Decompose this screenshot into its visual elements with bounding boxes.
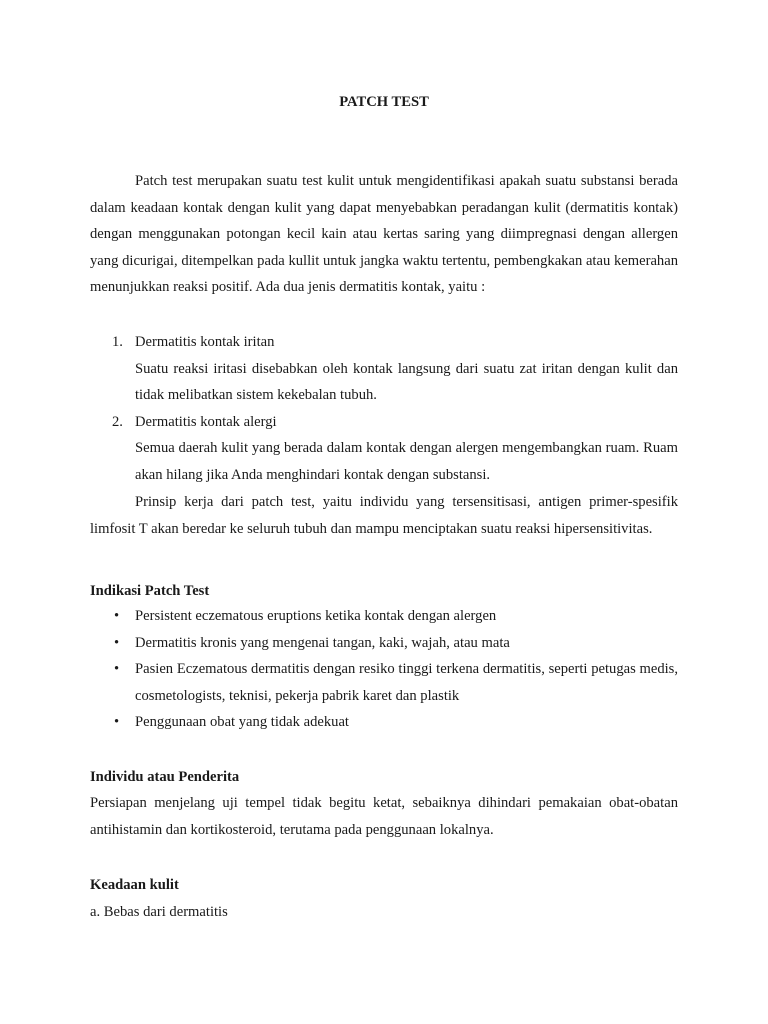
list-item-label: Dermatitis kontak alergi: [135, 413, 277, 430]
list-item: [90, 329, 678, 356]
list-item-text: Dermatitis kronis yang mengenai tangan, kaki, wajah, atau mata: [135, 634, 510, 651]
list-item: [90, 709, 678, 736]
list-item: [90, 630, 678, 657]
intro-paragraph: Patch test merupakan suatu test kulit untuk mengidentifikasi apakah suatu substansi berada dalam keadaan kontak dengan kulit yang dapat menyebabkan peradangan kulit (dermatitis kontak) dengan menggunakan potongan kecil kain atau kertas saring yang diimpregnasi dengan allergen yang dicurigai, ditempelkan pada kullit untuk jangka waktu tertentu, pembengkakan atau kemerahan menunjukkan reaksi positif. Ada dua jenis dermatitis kontak, yaitu :: [90, 173, 678, 295]
principle-paragraph: Prinsip kerja dari patch test, yaitu individu yang tersensitisasi, antigen primer-spesifik limfosit T akan beredar ke seluruh tubuh dan mampu menciptakan suatu reaksi hipersensitivitas.: [90, 494, 678, 537]
list-marker: 2.: [112, 413, 123, 430]
document-title: PATCH TEST: [339, 94, 429, 110]
list-item: [90, 603, 678, 630]
list-item-text: Penggunaan obat yang tidak adekuat: [135, 714, 349, 730]
list-marker: 1.: [112, 334, 123, 350]
list-item-text: Pasien Eczematous dermatitis dengan resiko tinggi terkena dermatitis, seperti petugas medis, cosmetologists, teknisi, pekerja pabrik karet dan plastik: [135, 661, 678, 704]
list-item: [90, 656, 678, 709]
keadaan-item-a: a. Bebas dari dermatitis: [90, 904, 228, 920]
dermatitis-types-list: [90, 329, 678, 488]
individu-paragraph: Persiapan menjelang uji tempel tidak begitu ketat, sebaiknya dihindari pemakaian obat-obatan antihistamin dan kortikosteroid, terutama pada penggunaan lokalnya.: [90, 795, 678, 838]
bullet-icon: •: [114, 661, 120, 677]
list-item-label: Dermatitis kontak iritan: [135, 334, 275, 350]
individu-heading: Individu atau Penderita: [90, 769, 240, 785]
bullet-icon: •: [114, 634, 120, 651]
list-item: [90, 409, 678, 436]
bullet-icon: •: [114, 608, 120, 624]
bullet-icon: •: [114, 714, 120, 730]
list-item-description: Semua daerah kulit yang berada dalam kontak dengan alergen mengembangkan ruam. Ruam akan hilang jika Anda menghindari kontak dengan substansi.: [135, 440, 678, 483]
keadaan-heading: Keadaan kulit: [90, 877, 179, 893]
indikasi-list: [90, 603, 678, 736]
indikasi-heading: Indikasi Patch Test: [90, 583, 210, 599]
list-item-description: Suatu reaksi iritasi disebabkan oleh kontak langsung dari suatu zat iritan dengan kulit dan tidak melibatkan sistem kekebalan tubuh.: [135, 360, 678, 403]
list-item-text: Persistent eczematous eruptions ketika kontak dengan alergen: [135, 608, 497, 624]
